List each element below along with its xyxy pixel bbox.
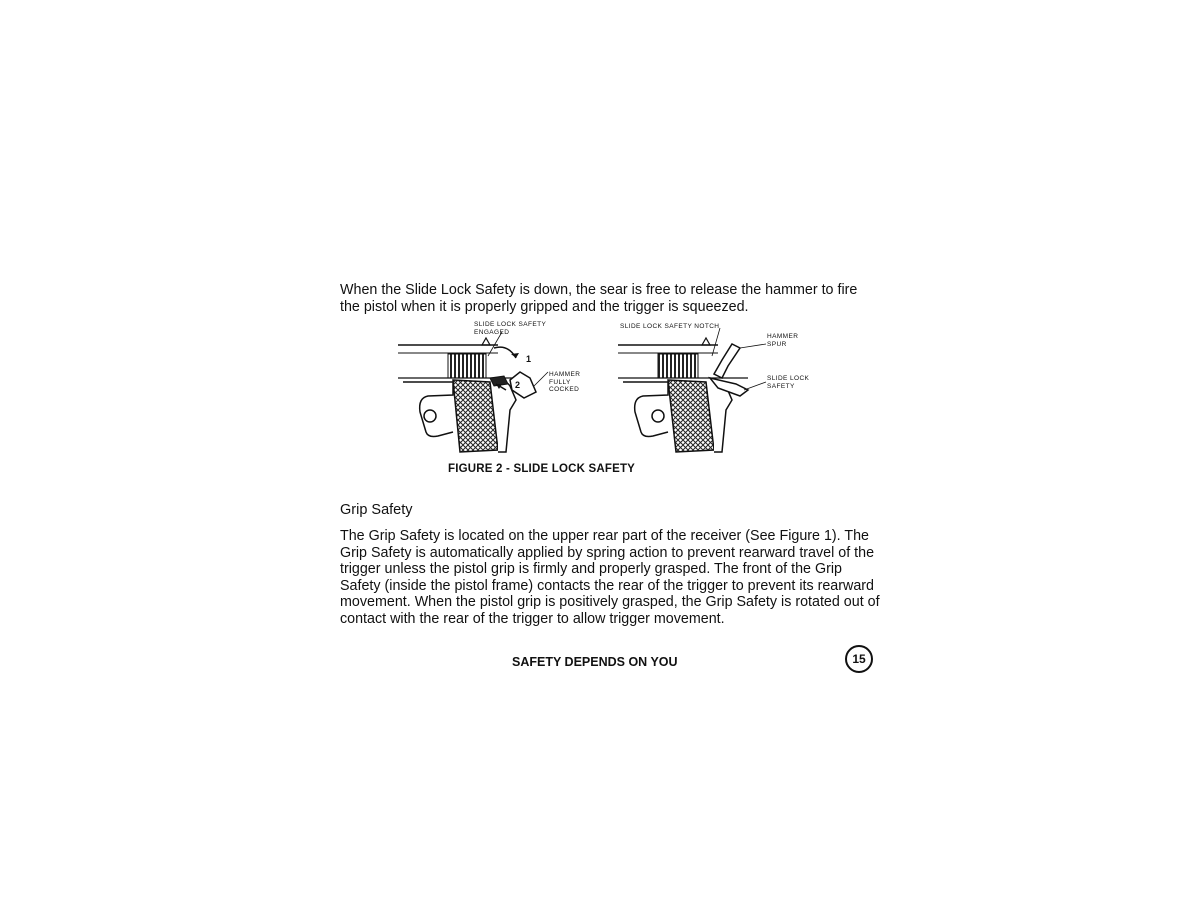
figure-label-hammer-spur: HAMMER SPUR xyxy=(767,333,799,348)
figure-caption: FIGURE 2 - SLIDE LOCK SAFETY xyxy=(448,463,636,475)
figure-label-slide-lock-notch: SLIDE LOCK SAFETY NOTCH xyxy=(620,323,720,330)
section-heading-grip-safety: Grip Safety xyxy=(340,502,413,518)
figure-callout-2: 2 xyxy=(515,380,521,390)
grip-safety-paragraph: The Grip Safety is located on the upper rear part of the receiver (See Figure 1). The Grip Safety is automatically applied by spring action to prevent rearward travel of the trigger unless the pistol grip is firmly and properly grasped. The front of the Grip Safety (inside the pistol frame) contacts the rear of the trigger to prevent its rearward movement. When the pistol grip is positively grasped, the Grip Safety is rotated out of contact with the rear of the trigger to allow trigger movement. xyxy=(340,528,880,627)
pistol-illustration-right xyxy=(618,320,778,458)
page-footer: SAFETY DEPENDS ON YOU xyxy=(512,655,678,669)
intro-paragraph: When the Slide Lock Safety is down, the sear is free to release the hammer to fire the pistol when it is properly gripped and the trigger is squeezed. xyxy=(340,282,858,315)
figure-callout-1: 1 xyxy=(526,354,532,364)
page-number-badge: 15 xyxy=(845,645,873,673)
figure-label-hammer-fully-cocked: HAMMER FULLY COCKED xyxy=(549,371,581,393)
figure-label-slide-lock-engaged: SLIDE LOCK SAFETY ENGAGED xyxy=(474,321,547,336)
pistol-illustration-left xyxy=(398,320,558,458)
figure-label-slide-lock-safety: SLIDE LOCK SAFETY xyxy=(767,375,810,390)
